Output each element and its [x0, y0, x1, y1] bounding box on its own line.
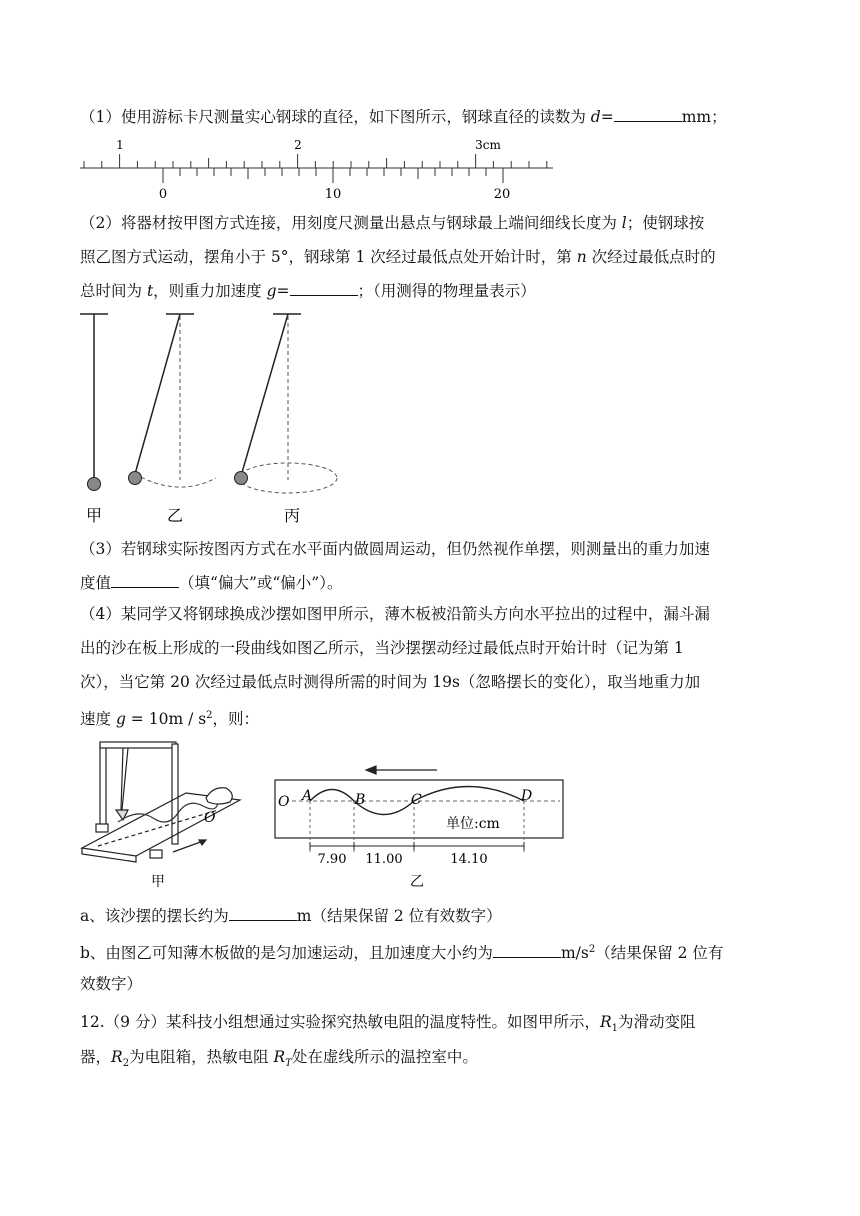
var-rt: R — [273, 1048, 286, 1066]
label-sand-jia: 甲 — [151, 874, 165, 890]
q2-text-2: ；使钢球按 — [626, 214, 705, 232]
equals: = — [276, 282, 290, 300]
question-2-line-3 — [80, 281, 780, 301]
point-C: C — [411, 792, 422, 808]
point-B: B — [355, 792, 366, 808]
answer-blank-g[interactable] — [290, 281, 358, 296]
var-r2-sub: 2 — [122, 1058, 130, 1070]
segment-BC: 11.00 — [365, 852, 403, 867]
q4-text-1: （4）某同学又将钢球换成沙摆如图甲所示，薄木板被沿箭头方向水平拉出的过程中，漏斗漏 — [80, 605, 710, 623]
question-4-line-1 — [80, 604, 780, 624]
var-rt-sub: T — [285, 1058, 292, 1070]
answer-blank-q3[interactable] — [111, 573, 179, 588]
question-4a — [80, 906, 780, 926]
var-r1: R — [599, 1013, 612, 1031]
question-3-line-2 — [80, 573, 780, 593]
question-4-line-4 — [80, 706, 780, 729]
q4-text-5: ，则： — [212, 710, 260, 729]
label-jia: 甲 — [85, 506, 103, 525]
point-A: A — [302, 788, 313, 804]
var-r1-sub: 1 — [611, 1023, 618, 1035]
question-4b-line-1 — [80, 940, 780, 963]
var-t: t — [146, 282, 154, 300]
unit-label: 单位:cm — [446, 816, 500, 832]
qa-text-2: m（结果保留 2 位有效数字） — [296, 907, 502, 925]
var-l: l — [621, 214, 627, 232]
q4-g-value: = 10m / s — [125, 710, 207, 729]
q12-text-2: 为滑动变阻 — [618, 1013, 696, 1031]
q4-text-3: 次），当它第 20 次经过最低点时测得所需的时间为 19s（忽略摆长的变化），取当地重力加 — [80, 673, 701, 691]
sand-trace-figure — [272, 758, 572, 888]
label-bing: 丙 — [283, 506, 301, 525]
q2-text-7: ；（用测得的物理量表示） — [357, 282, 536, 300]
var-g: g — [266, 282, 277, 300]
q2-text-6: ，则重力加速度 — [153, 282, 267, 300]
caliper-vernier-label-0: 0 — [158, 187, 168, 202]
question-12-line-2 — [80, 1047, 780, 1074]
q3-text-3: （填“偏大”或“偏小”）。 — [179, 574, 343, 592]
caliper-main-label-3cm: 3cm — [475, 138, 501, 152]
ball-bing — [235, 472, 248, 485]
var-n: n — [576, 248, 587, 266]
question-4-line-2 — [80, 638, 780, 658]
qa-text-1: a、该沙摆的摆长约为 — [80, 907, 229, 925]
q2-text-4: 次经过最低点时的 — [586, 248, 716, 266]
q4-sup: 2 — [206, 710, 213, 721]
qb-text-1: b、由图乙可知薄木板做的是匀加速运动，且加速度大小约为 — [80, 944, 493, 963]
pendulum-figures — [78, 308, 338, 528]
ball-jia — [88, 478, 101, 491]
point-O: O — [278, 794, 290, 810]
var-g: g — [115, 710, 126, 729]
caliper-main-label-2: 2 — [294, 138, 302, 152]
ball-yi — [129, 472, 142, 485]
caliper-vernier-label-20: 20 — [493, 187, 511, 202]
q2-text-3: 照乙图方式运动，摆角小于 5°，钢球第 1 次经过最低点处开始计时，第 — [80, 248, 577, 266]
q12-text-1: 12.（9 分）某科技小组想通过实验探究热敏电阻的温度特性。如图甲所示， — [80, 1013, 600, 1031]
qb-sup: 2 — [588, 944, 596, 955]
question-4b-line-2 — [80, 974, 780, 994]
label-yi: 乙 — [166, 506, 184, 525]
q12-text-4: 为电阻箱，热敏电阻 — [129, 1048, 274, 1066]
question-2-line-2 — [80, 247, 780, 267]
unit-mm: mm； — [681, 108, 727, 126]
q4-text-4: 速度 — [80, 710, 116, 729]
question-12-line-1 — [80, 1012, 780, 1039]
point-O-jia: O — [204, 810, 216, 826]
segment-CD: 14.10 — [450, 852, 488, 867]
q1-text: （1）使用游标卡尺测量实心钢球的直径，如下图所示，钢球直径的读数为 — [80, 108, 591, 126]
qb-text-3: 效数字） — [80, 975, 143, 993]
qb-unit: m/s — [560, 944, 589, 963]
q2-text-1: （2）将器材按甲图方式连接，用刻度尺测量出悬点与钢球最上端间细线长度为 — [80, 214, 622, 232]
qb-text-2: （结果保留 2 位有 — [595, 944, 724, 963]
vernier-caliper-figure — [78, 132, 638, 202]
caliper-main-label-1: 1 — [116, 138, 124, 152]
q12-text-3: 器， — [80, 1048, 112, 1066]
point-D: D — [521, 788, 533, 804]
question-4-line-3 — [80, 672, 780, 692]
answer-blank-accel[interactable] — [493, 943, 561, 958]
q4-text-2: 出的沙在板上形成的一段曲线如图乙所示，当沙摆摆动经过最低点时开始计时（记为第 1 — [80, 639, 684, 657]
question-1 — [80, 107, 780, 127]
question-3-line-1 — [80, 539, 780, 559]
q3-text-2: 度值 — [80, 574, 112, 592]
var-d: d — [590, 108, 601, 126]
q2-text-5: 总时间为 — [80, 282, 147, 300]
segment-AB: 7.90 — [317, 852, 347, 867]
question-2-line-1 — [80, 213, 780, 233]
var-r2: R — [111, 1048, 123, 1066]
q12-text-5: 处在虚线所示的温控室中。 — [291, 1048, 478, 1066]
q3-text-1: （3）若钢球实际按图丙方式在水平面内做圆周运动，但仍然视作单摆，则测量出的重力加速 — [80, 540, 710, 558]
sand-pendulum-figure — [78, 738, 253, 888]
answer-blank-d[interactable] — [614, 107, 682, 122]
label-sand-yi: 乙 — [410, 874, 424, 890]
caliper-vernier-label-10: 10 — [324, 187, 342, 202]
answer-blank-length[interactable] — [229, 906, 297, 921]
equals: = — [600, 108, 614, 126]
